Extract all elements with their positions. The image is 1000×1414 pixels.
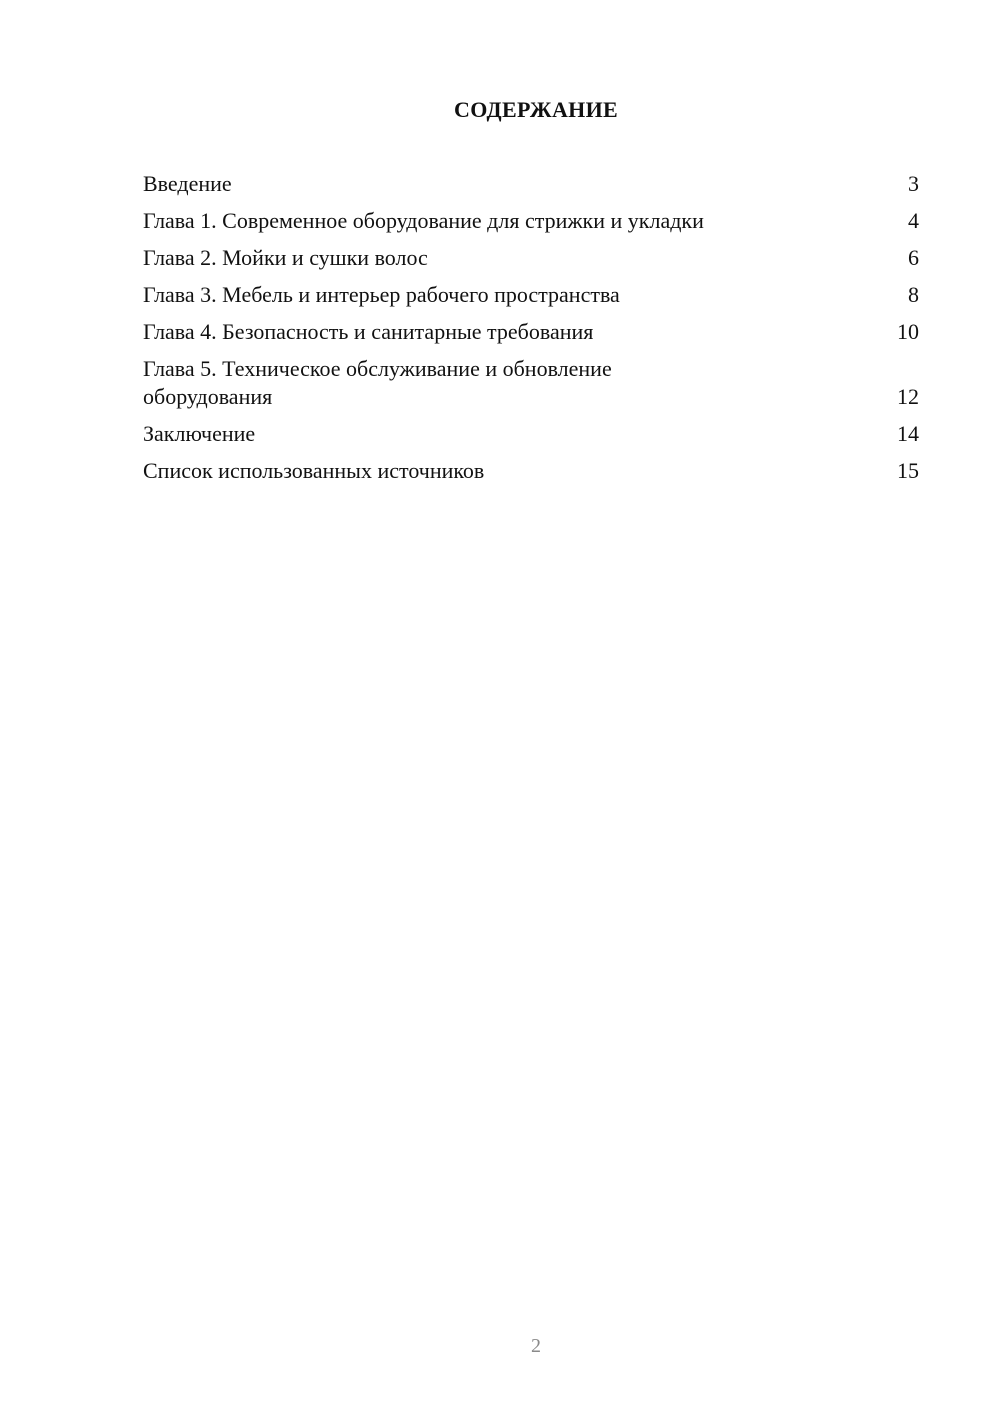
toc-entry-references [143,457,919,485]
toc-entry-page: 6 [908,245,919,270]
toc-entry-page: 4 [908,208,919,233]
toc-entry-chapter-5 [143,355,919,411]
toc-entry-chapter-3 [143,281,919,309]
toc-entry-text: Глава 1. Современное оборудование для стрижки и укладки [143,208,704,233]
toc-entry-text: Список использованных источников [143,458,485,483]
toc-entry-page: 10 [897,319,919,344]
toc-entry-text: Заключение [143,421,256,446]
toc-entry-chapter-4 [143,318,919,346]
toc-entry-chapter-1 [143,207,919,235]
toc-entry-text: Глава 4. Безопасность и санитарные требования [143,319,594,344]
toc-entry-text: Глава 2. Мойки и сушки волос [143,245,428,270]
toc-entry-page: 8 [908,282,919,307]
toc-entry-chapter-2 [143,244,919,272]
page-number: 2 [531,1335,541,1357]
toc-entry-text: Глава 3. Мебель и интерьер рабочего пространства [143,282,620,307]
toc-entry-page: 12 [897,384,919,409]
table-of-contents [143,170,919,494]
toc-title: СОДЕРЖАНИЕ [454,97,618,122]
toc-entry-page: 15 [897,458,919,483]
toc-entry-text: Глава 5. Техническое обслуживание и обновление оборудования [143,356,612,409]
toc-entry-text: Введение [143,171,232,196]
toc-entry-conclusion [143,420,919,448]
toc-entry-page: 3 [908,171,919,196]
toc-entry-introduction [143,170,919,198]
toc-entry-page: 14 [897,421,919,446]
